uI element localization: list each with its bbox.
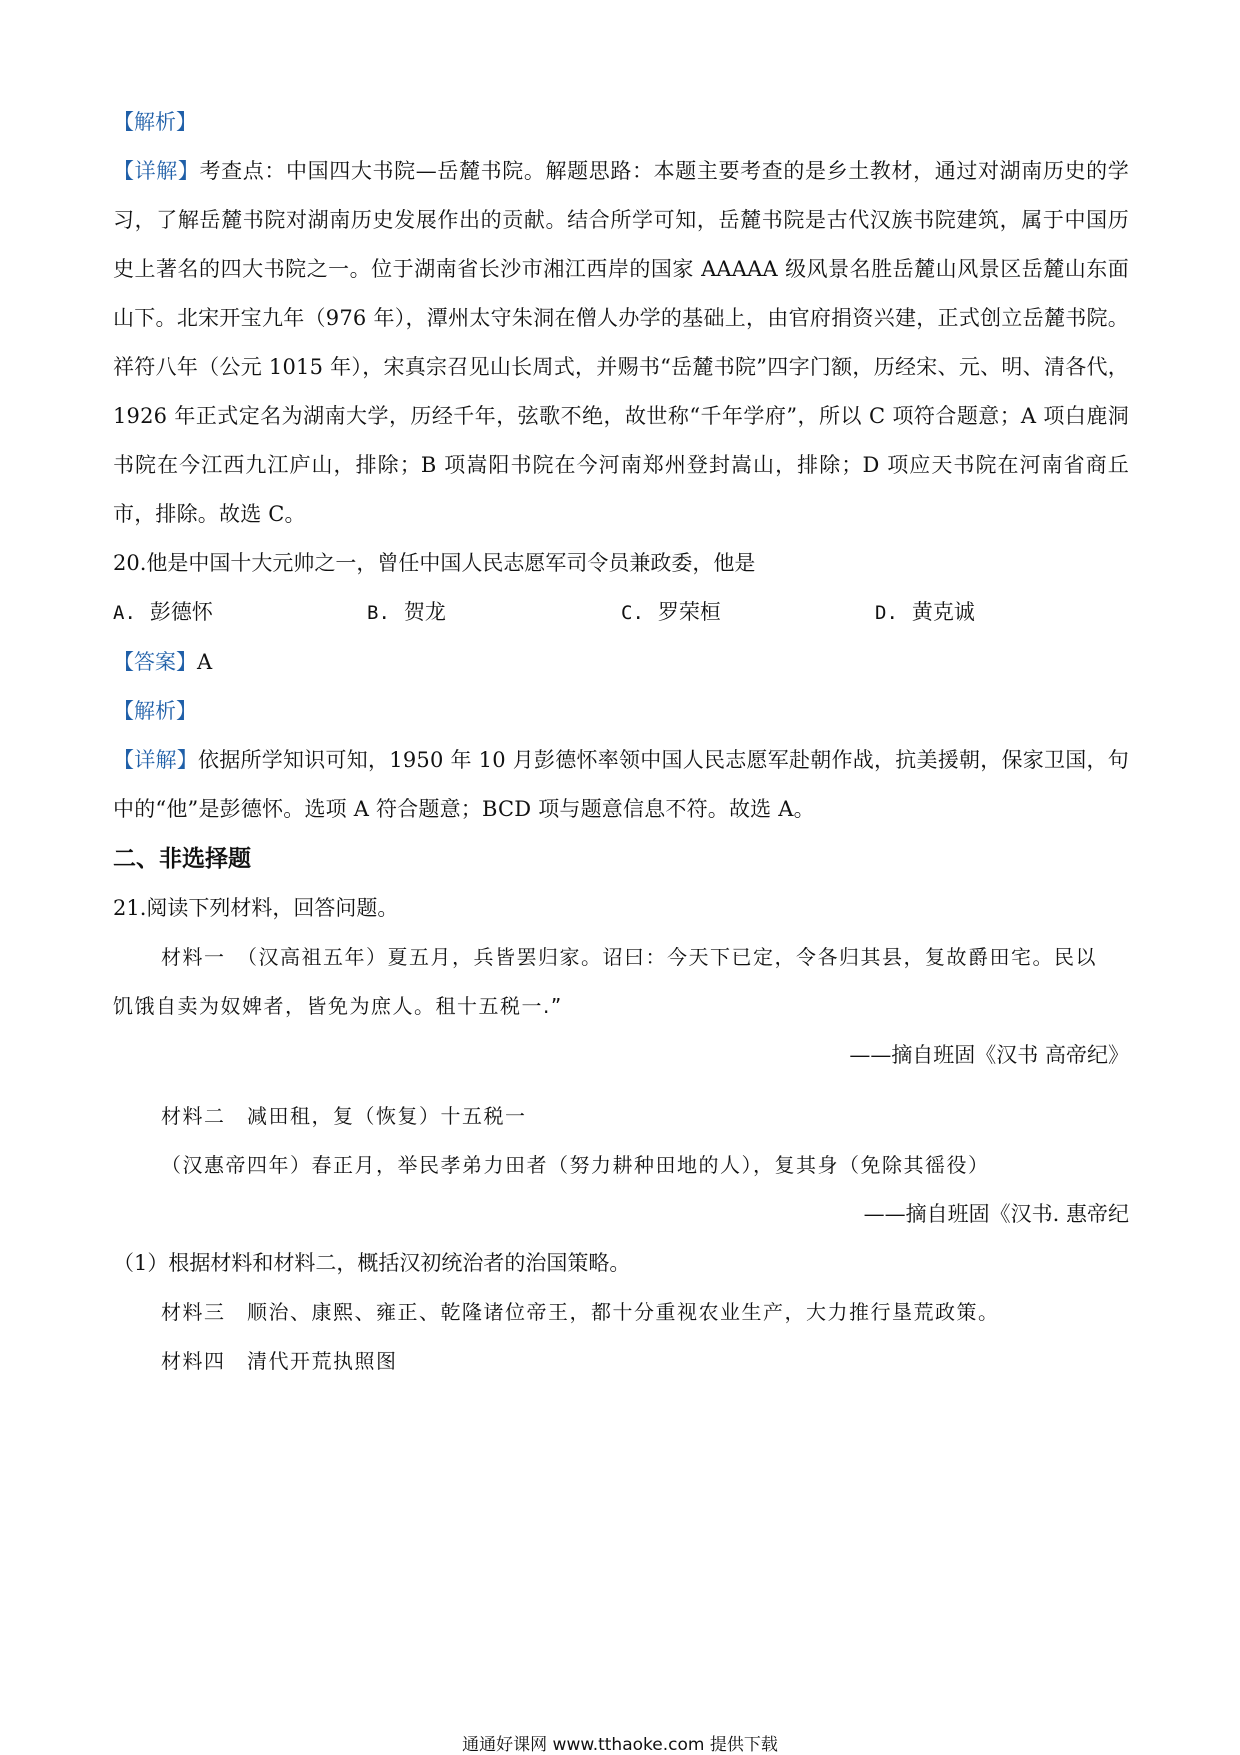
option-d-letter: D.: [875, 602, 898, 624]
q20-answer: [113, 638, 1129, 687]
section-title: 二、非选择题: [113, 846, 251, 872]
q19-detail-paragraph: [113, 147, 1129, 539]
answer-value: A: [197, 650, 213, 674]
detail-tag: 【详解】: [113, 748, 199, 772]
material-1-continued: 饥饿自卖为奴婢者，皆免为庶人。租十五税一.”: [113, 994, 563, 1018]
material-4: 材料四 清代开荒执照图: [161, 1349, 398, 1373]
material-1: 材料一 （汉高祖五年）夏五月，兵皆罢归家。诏曰：今天下已定，令各归其县，复故爵田宅。民以: [161, 945, 1097, 969]
q21-stem: 21.阅读下列材料，回答问题。: [113, 896, 399, 920]
q20-options: [113, 588, 1129, 638]
spacer: [113, 1080, 1129, 1092]
option-a-letter: A.: [113, 602, 136, 624]
q20-detail-paragraph: [113, 736, 1129, 834]
q20-analysis-heading: [113, 687, 1129, 736]
option-b-letter: B.: [367, 602, 390, 624]
option-d-text: 黄克诚: [911, 600, 975, 624]
option-c: [621, 588, 875, 638]
analysis-tag: 【解析】: [113, 699, 197, 723]
option-b-text: 贺龙: [403, 600, 446, 624]
option-c-letter: C.: [621, 602, 644, 624]
source-1: ——摘自班固《汉书 高帝纪》: [849, 1043, 1129, 1067]
q19-detail-text: 考查点：中国四大书院—岳麓书院。解题思路：本题主要考查的是乡土教材，通过对湖南历史的学习，了解岳麓书院对湖南历史发展作出的贡献。结合所学可知，岳麓书院是古代汉族书院建筑，属于中国历史上著名的四大书院之一。位于湖南省长沙市湘江西岸的国家 AAAAA 级风景名胜岳麓山风景区岳麓山东面山下。北宋开宝九年（976 年），潭州太守朱洞在僧人办学的基础上，由官府捐资兴建，正式创立岳麓书院。祥符八年（公元 1015 年），宋真宗召见山长周式，并赐书“岳麓书院”四字门额，历经宋、元、明、清各代，1926 年正式定名为湖南大学，历经千年，弦歌不绝，故世称“千年学府”，所以 C 项符合题意；A 项白鹿洞书院在今江西九江庐山，排除；B 项嵩阳书院在今河南郑州登封嵩山，排除；D 项应天书院在河南省商丘市，排除。故选 C。: [113, 159, 1129, 526]
material-2-continued: （汉惠帝四年）春正月，举民孝弟力田者（努力耕种田地的人），复其身（免除其徭役）: [161, 1153, 990, 1177]
option-c-text: 罗荣桓: [657, 600, 721, 624]
material-2: 材料二 减田租，复（恢复）十五税一: [161, 1104, 527, 1128]
sub-question-1: （1）根据材料和材料二，概括汉初统治者的治国策略。: [113, 1251, 631, 1275]
option-d: [875, 588, 1129, 638]
option-b: [367, 588, 621, 638]
q20-detail-text: 依据所学知识可知，1950 年 10 月彭德怀率领中国人民志愿军赴朝作战，抗美援朝，保家卫国，句中的“他”是彭德怀。选项 A 符合题意；BCD 项与题意信息不符。故选 A。: [113, 748, 1129, 821]
option-a: [113, 588, 367, 638]
answer-tag: 【答案】: [113, 650, 197, 674]
material-3: 材料三 顺治、康熙、雍正、乾隆诸位帝王，都十分重视农业生产，大力推行垦荒政策。: [161, 1300, 1000, 1324]
detail-tag: 【详解】: [113, 159, 200, 183]
q20-stem: 20.他是中国十大元帅之一，曾任中国人民志愿军司令员兼政委，他是: [113, 551, 756, 575]
page-footer: 通通好课网 www.tthaoke.com 提供下载: [462, 1735, 778, 1755]
q19-analysis-heading: [113, 98, 1129, 147]
analysis-tag: 【解析】: [113, 110, 197, 134]
option-a-text: 彭德怀: [149, 600, 213, 624]
document-page: [113, 98, 1129, 1386]
source-2: ——摘自班固《汉书. 惠帝纪: [863, 1202, 1129, 1226]
